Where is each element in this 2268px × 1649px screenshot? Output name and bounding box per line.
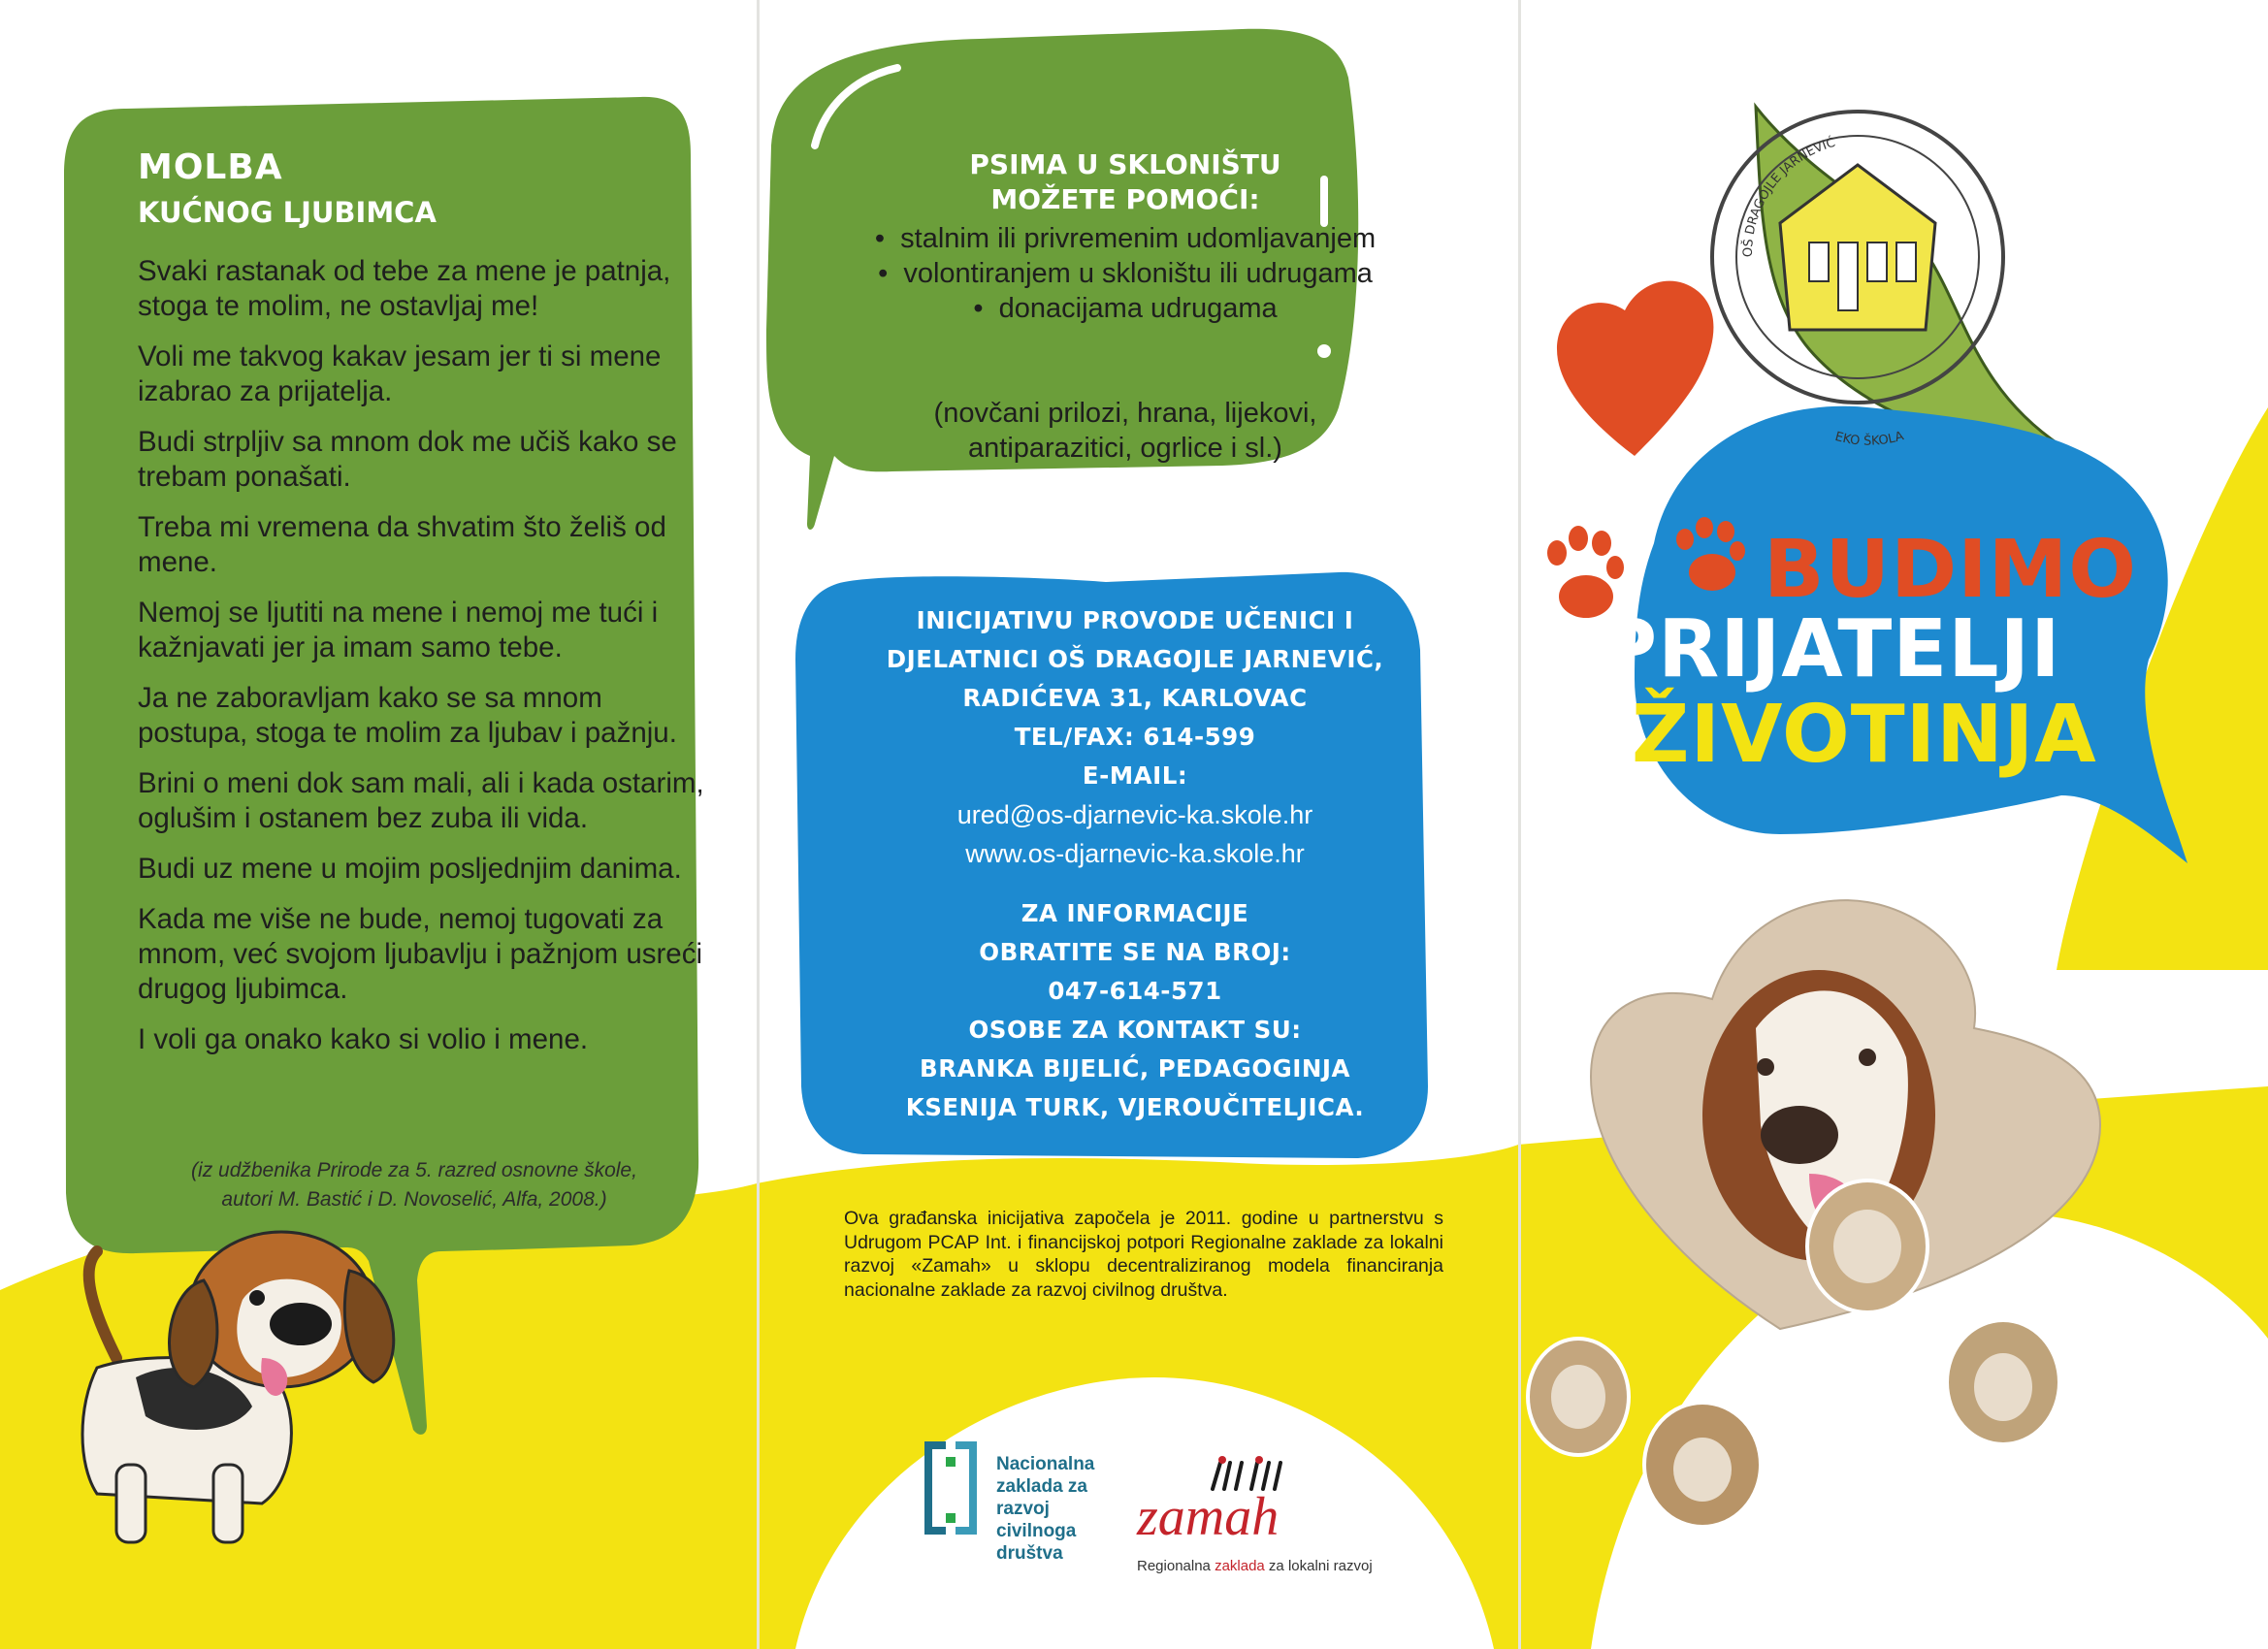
cartoon-dog <box>39 1212 427 1562</box>
email-link[interactable]: ured@os-djarnevic-ka.skole.hr <box>956 800 1313 829</box>
molba-paragraph: Ja ne zaboravljam kako se sa mnom postupa, stoga te molim za ljubav i pažnju. <box>138 682 677 749</box>
small-dog-photo <box>1644 1403 1761 1527</box>
contact-tel: TEL/FAX: 614-599 <box>1014 723 1256 751</box>
molba-paragraph: Svaki rastanak od tebe za mene je patnja, stoga te molim, ne ostavljaj me! <box>138 255 671 322</box>
logo-school-name: OŠ DRAGOJLE JARNEVIĆ <box>1740 135 1837 258</box>
contact-email-label: E-MAIL: <box>1082 761 1188 790</box>
zamah-tag-text: za lokalni razvoj <box>1264 1558 1373 1574</box>
help-item: • stalnim ili privremenim udomljavanjem <box>854 221 1397 256</box>
title-budimo: BUDIMO <box>1764 524 2137 616</box>
help-title-line: PSIMA U SKLONIŠTU <box>969 148 1281 180</box>
molba-subtitle: KUĆNOG LJUBIMCA <box>138 196 437 229</box>
nzrcd-logo-icon <box>917 1438 985 1544</box>
molba-paragraph: Budi strpljiv sa mnom dok me učiš kako se trebam ponašati. <box>138 426 677 493</box>
nzrcd-line: razvoj <box>996 1499 1050 1519</box>
nzrcd-logo-text <box>996 1453 1094 1565</box>
help-title <box>854 147 1397 217</box>
contact-person: BRANKA BIJELIĆ, PEDAGOGINJA <box>920 1054 1350 1083</box>
molba-text <box>138 254 705 1073</box>
contact-line: INICIJATIVU PROVODE UČENICI I <box>916 606 1354 634</box>
molba-paragraph: Voli me takvog kakav jesam jer ti si mene izabrao za prijatelja. <box>138 340 662 407</box>
help-item: • volontiranjem u skloništu ili udrugama <box>854 256 1397 291</box>
nzrcd-line: zaklada za <box>996 1476 1087 1497</box>
title-prijatelji: PRIJATELJI <box>1599 603 2061 695</box>
molba-paragraph: I voli ga onako kako si volio i mene. <box>138 1023 589 1055</box>
contact-line: DJELATNICI OŠ DRAGOJLE JARNEVIĆ, <box>886 645 1384 673</box>
website-link[interactable]: www.os-djarnevic-ka.skole.hr <box>965 839 1305 868</box>
zamah-logo-word: zamah <box>1137 1487 1280 1547</box>
logo-eko-skola: EKO ŠKOLA <box>1832 429 1906 449</box>
molba-title: MOLBA <box>138 147 283 187</box>
molba-paragraph: Budi uz mene u mojim posljednjim danima. <box>138 853 682 885</box>
molba-source <box>138 1156 691 1214</box>
small-dog-photo <box>1947 1320 2059 1444</box>
svg-text:EKO ŠKOLA <box>1833 429 1905 448</box>
nzrcd-line: Nacionalna <box>996 1454 1095 1474</box>
heart-icon <box>1557 281 1713 456</box>
contact-address: RADIĆEVA 31, KARLOVAC <box>962 684 1308 712</box>
help-note: (novčani prilozi, hrana, lijekovi, antiparazitici, ogrlice i sl.) <box>933 398 1317 464</box>
source-line: (iz udžbenika Prirode za 5. razred osnovne škole, <box>191 1159 637 1181</box>
initiative-text: Ova građanska inicijativa započela je 2011. godine u partnerstvu s Udrugom PCAP Int. i financijskoj potpori Regionalne zaklade za lokalni razvoj «Zamah» u sklopu decentraliziranog modela financiranja nacionalne zaklade za razvoj civilnog društva. <box>844 1208 1443 1301</box>
contact-person: KSENIJA TURK, VJEROUČITELJICA. <box>905 1093 1365 1121</box>
info-line: OBRATITE SE NA BROJ: <box>979 938 1291 966</box>
molba-paragraph: Brini o meni dok sam mali, ali i kada ostarim, oglušim i ostanem bez zuba ili vida. <box>138 767 704 834</box>
contact-phone: 047-614-571 <box>1048 977 1222 1005</box>
contact-block <box>825 601 1445 1127</box>
molba-paragraph: Kada me više ne bude, nemoj tugovati za mnom, već svojom ljubavlju i pažnjom usreći drugog ljubimca. <box>138 903 703 1005</box>
molba-paragraph: Nemoj se ljutiti na mene i nemoj me tući i kažnjavati jer ja imam samo tebe. <box>138 597 659 663</box>
title-zivotinja: ŽIVOTINJA <box>1632 689 2097 781</box>
zamah-tag-text: Regionalna <box>1137 1558 1215 1574</box>
help-item: • donacijama udrugama <box>854 291 1397 326</box>
svg-text:OŠ DRAGOJLE JARNEVIĆ <box>1740 135 1837 257</box>
zamah-tagline <box>1137 1558 1373 1574</box>
info-line: ZA INFORMACIJE <box>1021 899 1249 927</box>
help-title-line: MOŽETE POMOĆI: <box>990 183 1260 215</box>
small-dog-photo <box>1807 1180 1928 1312</box>
spacer <box>825 873 1445 894</box>
nzrcd-line: društva <box>996 1543 1063 1564</box>
help-list <box>854 221 1397 326</box>
small-dog-photo <box>1528 1339 1629 1455</box>
persons-label: OSOBE ZA KONTAKT SU: <box>968 1016 1302 1044</box>
school-logo-text <box>1713 112 2062 500</box>
molba-paragraph: Treba mi vremena da shvatim što želiš od mene. <box>138 511 666 578</box>
source-line: autori M. Bastić i D. Novoselić, Alfa, 2008.) <box>221 1188 607 1211</box>
zamah-tag-highlight: zaklada <box>1215 1558 1265 1574</box>
nzrcd-line: civilnoga <box>996 1521 1077 1541</box>
